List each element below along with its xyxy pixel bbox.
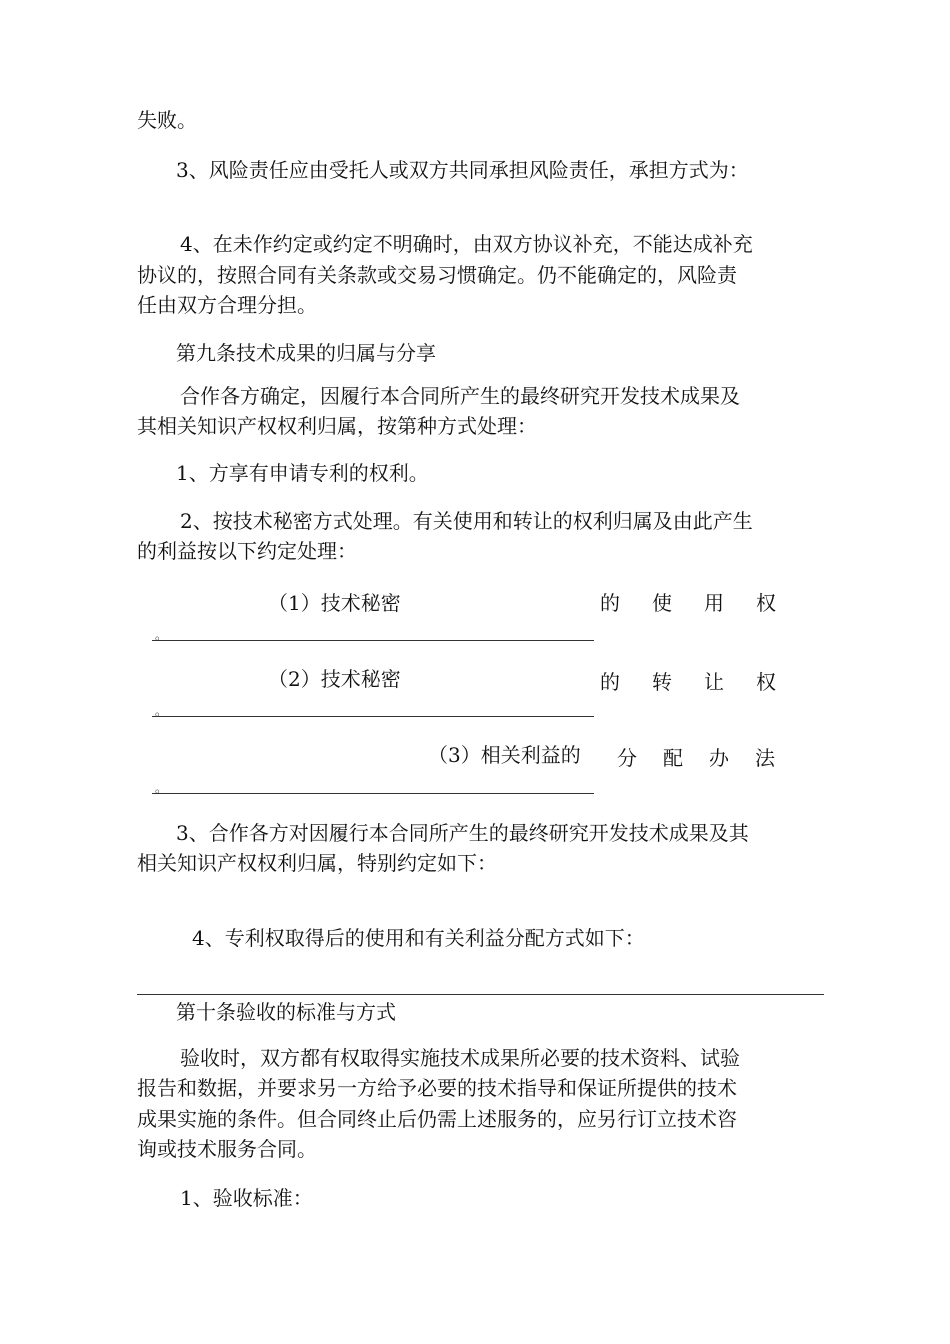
sub-item-1-tail (600, 588, 776, 618)
tail-char: 用 (704, 591, 724, 615)
article-10-body-line2: 报告和数据，并要求另一方给予必要的技术指导和保证所提供的技术 (137, 1076, 737, 1100)
tail-char: 权 (756, 591, 776, 615)
fill-in-line (152, 793, 594, 794)
article-9-item-2-line1: 2、按技术秘密方式处理。有关使用和转让的权利归属及由此产生 (180, 509, 753, 533)
article-10-body-line1: 验收时，双方都有权取得实施技术成果所必要的技术资料、试验 (180, 1046, 740, 1070)
sub-item-3-label: （3）相关利益的 (428, 743, 581, 767)
tail-char: 配 (663, 746, 683, 770)
sub-item-3-tail (617, 743, 775, 773)
tail-char: 法 (755, 746, 775, 770)
risk-clause-4-line1: 4、在未作约定或约定不明确时，由双方协议补充，不能达成补充 (180, 232, 753, 256)
risk-clause-3: 3、风险责任应由受托人或双方共同承担风险责任，承担方式为： (176, 158, 749, 182)
article-9-item-3-line2: 相关知识产权权利归属，特别约定如下： (137, 851, 497, 875)
sub-item-2-label: （2）技术秘密 (268, 667, 401, 691)
tail-char: 转 (652, 670, 672, 694)
article-10-title: 第十条验收的标准与方式 (176, 1000, 396, 1024)
tail-char: 的 (600, 670, 620, 694)
sub-item-2-end: 。 (155, 704, 168, 718)
risk-clause-4-line3: 任由双方合理分担。 (137, 293, 317, 317)
risk-clause-4-line2: 协议的，按照合同有关条款或交易习惯确定。仍不能确定的，风险责 (137, 263, 737, 287)
tail-char: 让 (704, 670, 724, 694)
article-9-item-4: 4、专利权取得后的使用和有关利益分配方式如下： (192, 926, 645, 950)
fill-in-line-full (137, 994, 824, 995)
tail-char: 使 (652, 591, 672, 615)
article-10-body-line3: 成果实施的条件。但合同终止后仍需上述服务的，应另行订立技术咨 (137, 1107, 737, 1131)
sub-item-1-label: （1）技术秘密 (268, 591, 401, 615)
article-9-title: 第九条技术成果的归属与分享 (176, 341, 436, 365)
tail-char: 的 (600, 591, 620, 615)
acceptance-standard-item: 1、验收标准： (180, 1186, 313, 1210)
fill-in-line (152, 716, 594, 717)
fill-in-line (152, 640, 594, 641)
sub-item-2-tail (600, 667, 776, 697)
sub-item-1-end: 。 (155, 628, 168, 642)
article-9-item-1: 1、方享有申请专利的权利。 (176, 461, 429, 485)
tail-char: 分 (617, 746, 637, 770)
tail-char: 办 (709, 746, 729, 770)
paragraph-line: 失败。 (137, 108, 197, 132)
article-9-item-2-line2: 的利益按以下约定处理： (137, 539, 357, 563)
article-9-intro-line2: 其相关知识产权权利归属，按第种方式处理： (137, 414, 537, 438)
article-9-item-3-line1: 3、合作各方对因履行本合同所产生的最终研究开发技术成果及其 (176, 821, 749, 845)
article-9-intro-line1: 合作各方确定，因履行本合同所产生的最终研究开发技术成果及 (180, 384, 740, 408)
tail-char: 权 (756, 670, 776, 694)
sub-item-3-end: 。 (155, 781, 168, 795)
article-10-body-line4: 询或技术服务合同。 (137, 1137, 317, 1161)
